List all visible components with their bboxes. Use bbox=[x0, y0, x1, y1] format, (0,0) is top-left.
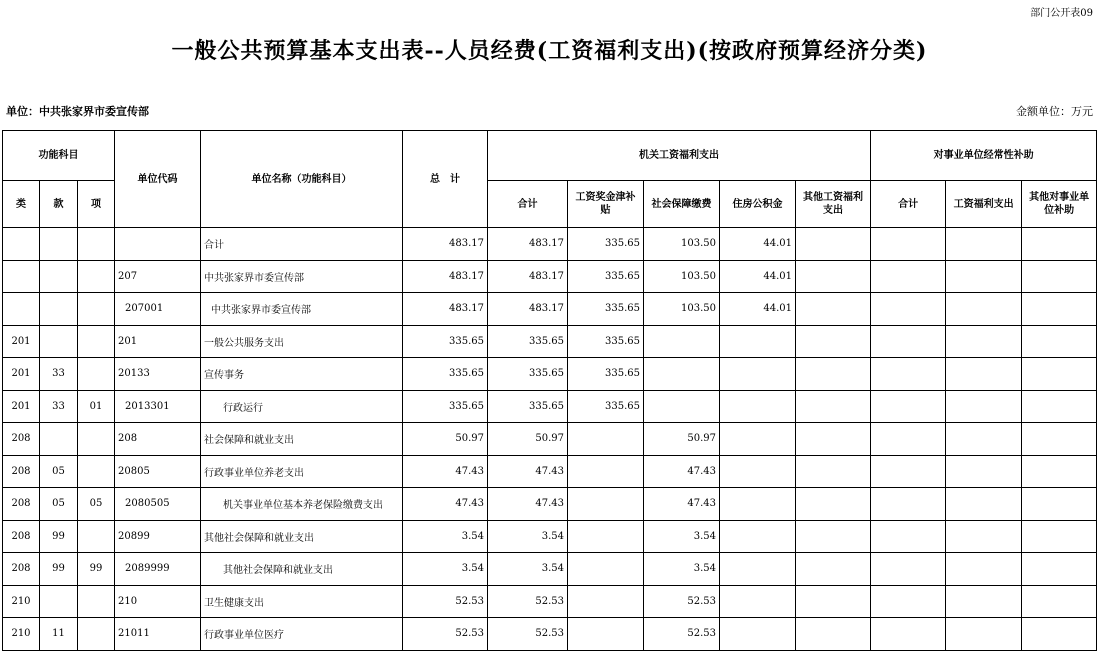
cell-other bbox=[796, 228, 871, 261]
cell-lei: 208 bbox=[3, 455, 40, 488]
cell-total: 47.43 bbox=[403, 455, 488, 488]
cell-code: 2013301 bbox=[115, 390, 201, 423]
cell-inst-sum bbox=[871, 293, 946, 326]
cell-housing bbox=[720, 553, 796, 586]
cell-social: 3.54 bbox=[644, 520, 720, 553]
cell-inst-sum bbox=[871, 455, 946, 488]
cell-total: 3.54 bbox=[403, 553, 488, 586]
table-row bbox=[3, 390, 1097, 423]
cell-code: 21011 bbox=[115, 618, 201, 651]
cell-lei: 208 bbox=[3, 553, 40, 586]
cell-xiang bbox=[78, 423, 115, 456]
cell-inst-other bbox=[1022, 455, 1097, 488]
header-inst-other: 其他对事业单位补助 bbox=[1022, 181, 1097, 228]
cell-code: 208 bbox=[115, 423, 201, 456]
cell-inst-other bbox=[1022, 293, 1097, 326]
cell-social bbox=[644, 325, 720, 358]
page-title: 一般公共预算基本支出表--人员经费(工资福利支出)(按政府预算经济分类) bbox=[171, 38, 928, 64]
cell-kuan: 33 bbox=[40, 390, 78, 423]
header-kuan: 款 bbox=[40, 181, 78, 228]
cell-housing bbox=[720, 618, 796, 651]
table-row bbox=[3, 618, 1097, 651]
cell-inst-wage bbox=[946, 423, 1022, 456]
cell-code: 207 bbox=[115, 260, 201, 293]
cell-wage: 335.65 bbox=[568, 358, 644, 391]
table-row bbox=[3, 358, 1097, 391]
header-inst-group: 对事业单位经常性补助 bbox=[871, 131, 1097, 181]
cell-wage bbox=[568, 423, 644, 456]
cell-other bbox=[796, 520, 871, 553]
cell-inst-sum bbox=[871, 423, 946, 456]
cell-kuan: 33 bbox=[40, 358, 78, 391]
cell-org-sum: 50.97 bbox=[488, 423, 568, 456]
cell-org-sum: 47.43 bbox=[488, 455, 568, 488]
cell-housing bbox=[720, 423, 796, 456]
cell-kuan bbox=[40, 423, 78, 456]
cell-code: 20805 bbox=[115, 455, 201, 488]
cell-inst-sum bbox=[871, 260, 946, 293]
cell-total: 50.97 bbox=[403, 423, 488, 456]
cell-xiang: 05 bbox=[78, 488, 115, 521]
cell-housing bbox=[720, 390, 796, 423]
cell-wage: 335.65 bbox=[568, 260, 644, 293]
cell-other bbox=[796, 260, 871, 293]
cell-wage: 335.65 bbox=[568, 325, 644, 358]
cell-lei: 201 bbox=[3, 358, 40, 391]
cell-xiang bbox=[78, 455, 115, 488]
cell-inst-sum bbox=[871, 585, 946, 618]
cell-social bbox=[644, 390, 720, 423]
cell-inst-wage bbox=[946, 260, 1022, 293]
cell-kuan: 05 bbox=[40, 488, 78, 521]
unit-label: 单位：中共张家界市委宣传部 bbox=[6, 105, 149, 118]
cell-housing bbox=[720, 488, 796, 521]
table-body bbox=[3, 228, 1097, 651]
cell-wage bbox=[568, 488, 644, 521]
cell-social: 103.50 bbox=[644, 293, 720, 326]
cell-inst-wage bbox=[946, 618, 1022, 651]
cell-name: 行政事业单位养老支出 bbox=[201, 455, 403, 488]
cell-housing bbox=[720, 520, 796, 553]
cell-total: 483.17 bbox=[403, 293, 488, 326]
header-inst-sum: 合计 bbox=[871, 181, 946, 228]
cell-inst-other bbox=[1022, 390, 1097, 423]
cell-lei: 210 bbox=[3, 585, 40, 618]
cell-lei: 210 bbox=[3, 618, 40, 651]
cell-other bbox=[796, 358, 871, 391]
cell-xiang: 99 bbox=[78, 553, 115, 586]
cell-inst-sum bbox=[871, 618, 946, 651]
header-unit-code: 单位代码 bbox=[115, 131, 201, 228]
cell-org-sum: 483.17 bbox=[488, 293, 568, 326]
cell-xiang bbox=[78, 228, 115, 261]
cell-inst-wage bbox=[946, 390, 1022, 423]
cell-housing: 44.01 bbox=[720, 293, 796, 326]
cell-housing bbox=[720, 585, 796, 618]
cell-inst-wage bbox=[946, 553, 1022, 586]
cell-inst-wage bbox=[946, 488, 1022, 521]
cell-inst-wage bbox=[946, 325, 1022, 358]
cell-org-sum: 3.54 bbox=[488, 520, 568, 553]
cell-inst-other bbox=[1022, 423, 1097, 456]
cell-total: 483.17 bbox=[403, 260, 488, 293]
cell-kuan bbox=[40, 260, 78, 293]
cell-org-sum: 52.53 bbox=[488, 618, 568, 651]
cell-other bbox=[796, 325, 871, 358]
cell-other bbox=[796, 618, 871, 651]
cell-xiang bbox=[78, 293, 115, 326]
cell-social: 50.97 bbox=[644, 423, 720, 456]
cell-wage: 335.65 bbox=[568, 293, 644, 326]
cell-name: 其他社会保障和就业支出 bbox=[201, 553, 403, 586]
cell-org-sum: 335.65 bbox=[488, 390, 568, 423]
table-row bbox=[3, 455, 1097, 488]
table-number-label: 部门公开表09 bbox=[1030, 8, 1093, 19]
cell-lei bbox=[3, 260, 40, 293]
cell-name: 行政事业单位医疗 bbox=[201, 618, 403, 651]
cell-org-sum: 483.17 bbox=[488, 260, 568, 293]
cell-org-sum: 47.43 bbox=[488, 488, 568, 521]
header-unit-name: 单位名称（功能科目） bbox=[201, 131, 403, 228]
cell-code: 2080505 bbox=[115, 488, 201, 521]
cell-inst-sum bbox=[871, 553, 946, 586]
cell-other bbox=[796, 553, 871, 586]
cell-kuan bbox=[40, 293, 78, 326]
cell-inst-other bbox=[1022, 358, 1097, 391]
cell-inst-sum bbox=[871, 228, 946, 261]
cell-kuan: 99 bbox=[40, 520, 78, 553]
header-total: 总 计 bbox=[403, 131, 488, 228]
cell-lei: 208 bbox=[3, 423, 40, 456]
cell-org-sum: 52.53 bbox=[488, 585, 568, 618]
cell-inst-wage bbox=[946, 520, 1022, 553]
cell-org-sum: 483.17 bbox=[488, 228, 568, 261]
cell-inst-wage bbox=[946, 455, 1022, 488]
cell-social: 47.43 bbox=[644, 455, 720, 488]
cell-inst-wage bbox=[946, 228, 1022, 261]
cell-other bbox=[796, 585, 871, 618]
cell-other bbox=[796, 293, 871, 326]
cell-social: 52.53 bbox=[644, 585, 720, 618]
cell-inst-wage bbox=[946, 358, 1022, 391]
cell-xiang bbox=[78, 325, 115, 358]
cell-xiang bbox=[78, 358, 115, 391]
cell-total: 52.53 bbox=[403, 585, 488, 618]
header-org-other: 其他工资福利支出 bbox=[796, 181, 871, 228]
header-lei: 类 bbox=[3, 181, 40, 228]
cell-kuan bbox=[40, 585, 78, 618]
cell-wage bbox=[568, 553, 644, 586]
table-row bbox=[3, 325, 1097, 358]
cell-total: 335.65 bbox=[403, 325, 488, 358]
cell-name: 行政运行 bbox=[201, 390, 403, 423]
table-row bbox=[3, 520, 1097, 553]
cell-name: 卫生健康支出 bbox=[201, 585, 403, 618]
table-row bbox=[3, 228, 1097, 261]
cell-total: 52.53 bbox=[403, 618, 488, 651]
table-row bbox=[3, 488, 1097, 521]
cell-kuan bbox=[40, 228, 78, 261]
cell-inst-other bbox=[1022, 553, 1097, 586]
cell-social: 3.54 bbox=[644, 553, 720, 586]
cell-inst-sum bbox=[871, 390, 946, 423]
cell-housing bbox=[720, 358, 796, 391]
header-org-housing: 住房公积金 bbox=[720, 181, 796, 228]
cell-code: 20899 bbox=[115, 520, 201, 553]
cell-housing bbox=[720, 325, 796, 358]
cell-kuan bbox=[40, 325, 78, 358]
cell-other bbox=[796, 455, 871, 488]
cell-inst-sum bbox=[871, 358, 946, 391]
cell-housing bbox=[720, 455, 796, 488]
cell-name: 社会保障和就业支出 bbox=[201, 423, 403, 456]
cell-code: 2089999 bbox=[115, 553, 201, 586]
cell-social: 52.53 bbox=[644, 618, 720, 651]
cell-code: 201 bbox=[115, 325, 201, 358]
cell-inst-other bbox=[1022, 228, 1097, 261]
budget-table bbox=[2, 130, 1097, 651]
cell-total: 335.65 bbox=[403, 390, 488, 423]
cell-lei: 201 bbox=[3, 325, 40, 358]
cell-inst-other bbox=[1022, 488, 1097, 521]
cell-name: 宣传事务 bbox=[201, 358, 403, 391]
cell-code bbox=[115, 228, 201, 261]
cell-name: 中共张家界市委宣传部 bbox=[201, 260, 403, 293]
table-row bbox=[3, 423, 1097, 456]
cell-other bbox=[796, 423, 871, 456]
cell-name: 中共张家界市委宣传部 bbox=[201, 293, 403, 326]
cell-code: 210 bbox=[115, 585, 201, 618]
header-org-group: 机关工资福利支出 bbox=[488, 131, 871, 181]
table-row bbox=[3, 293, 1097, 326]
cell-inst-other bbox=[1022, 618, 1097, 651]
cell-total: 483.17 bbox=[403, 228, 488, 261]
cell-inst-other bbox=[1022, 325, 1097, 358]
money-unit-label: 金额单位：万元 bbox=[1016, 105, 1093, 118]
cell-total: 335.65 bbox=[403, 358, 488, 391]
cell-other bbox=[796, 488, 871, 521]
cell-name: 一般公共服务支出 bbox=[201, 325, 403, 358]
cell-wage: 335.65 bbox=[568, 390, 644, 423]
cell-inst-sum bbox=[871, 520, 946, 553]
header-org-wage: 工资奖金津补贴 bbox=[568, 181, 644, 228]
cell-org-sum: 335.65 bbox=[488, 325, 568, 358]
cell-xiang bbox=[78, 520, 115, 553]
cell-social bbox=[644, 358, 720, 391]
cell-other bbox=[796, 390, 871, 423]
cell-housing: 44.01 bbox=[720, 228, 796, 261]
cell-inst-wage bbox=[946, 585, 1022, 618]
cell-lei bbox=[3, 293, 40, 326]
cell-wage bbox=[568, 455, 644, 488]
header-inst-wage: 工资福利支出 bbox=[946, 181, 1022, 228]
table-row bbox=[3, 260, 1097, 293]
cell-total: 3.54 bbox=[403, 520, 488, 553]
cell-org-sum: 335.65 bbox=[488, 358, 568, 391]
cell-housing: 44.01 bbox=[720, 260, 796, 293]
cell-wage bbox=[568, 618, 644, 651]
table-row bbox=[3, 585, 1097, 618]
cell-wage: 335.65 bbox=[568, 228, 644, 261]
cell-inst-other bbox=[1022, 585, 1097, 618]
cell-lei: 201 bbox=[3, 390, 40, 423]
cell-lei: 208 bbox=[3, 520, 40, 553]
header-org-sum: 合计 bbox=[488, 181, 568, 228]
cell-name: 其他社会保障和就业支出 bbox=[201, 520, 403, 553]
cell-social: 103.50 bbox=[644, 228, 720, 261]
cell-code: 20133 bbox=[115, 358, 201, 391]
header-org-social: 社会保障缴费 bbox=[644, 181, 720, 228]
table-row bbox=[3, 553, 1097, 586]
cell-inst-wage bbox=[946, 293, 1022, 326]
cell-code: 207001 bbox=[115, 293, 201, 326]
cell-org-sum: 3.54 bbox=[488, 553, 568, 586]
header-xiang: 项 bbox=[78, 181, 115, 228]
cell-name: 机关事业单位基本养老保险缴费支出 bbox=[201, 488, 403, 521]
header-func-subject: 功能科目 bbox=[3, 131, 115, 181]
cell-inst-sum bbox=[871, 488, 946, 521]
cell-total: 47.43 bbox=[403, 488, 488, 521]
cell-inst-other bbox=[1022, 260, 1097, 293]
cell-wage bbox=[568, 585, 644, 618]
cell-inst-sum bbox=[871, 325, 946, 358]
cell-social: 47.43 bbox=[644, 488, 720, 521]
cell-xiang: 01 bbox=[78, 390, 115, 423]
cell-xiang bbox=[78, 260, 115, 293]
cell-lei bbox=[3, 228, 40, 261]
cell-xiang bbox=[78, 618, 115, 651]
cell-lei: 208 bbox=[3, 488, 40, 521]
cell-social: 103.50 bbox=[644, 260, 720, 293]
cell-kuan: 05 bbox=[40, 455, 78, 488]
cell-kuan: 99 bbox=[40, 553, 78, 586]
cell-inst-other bbox=[1022, 520, 1097, 553]
cell-name: 合计 bbox=[201, 228, 403, 261]
cell-wage bbox=[568, 520, 644, 553]
cell-xiang bbox=[78, 585, 115, 618]
cell-kuan: 11 bbox=[40, 618, 78, 651]
